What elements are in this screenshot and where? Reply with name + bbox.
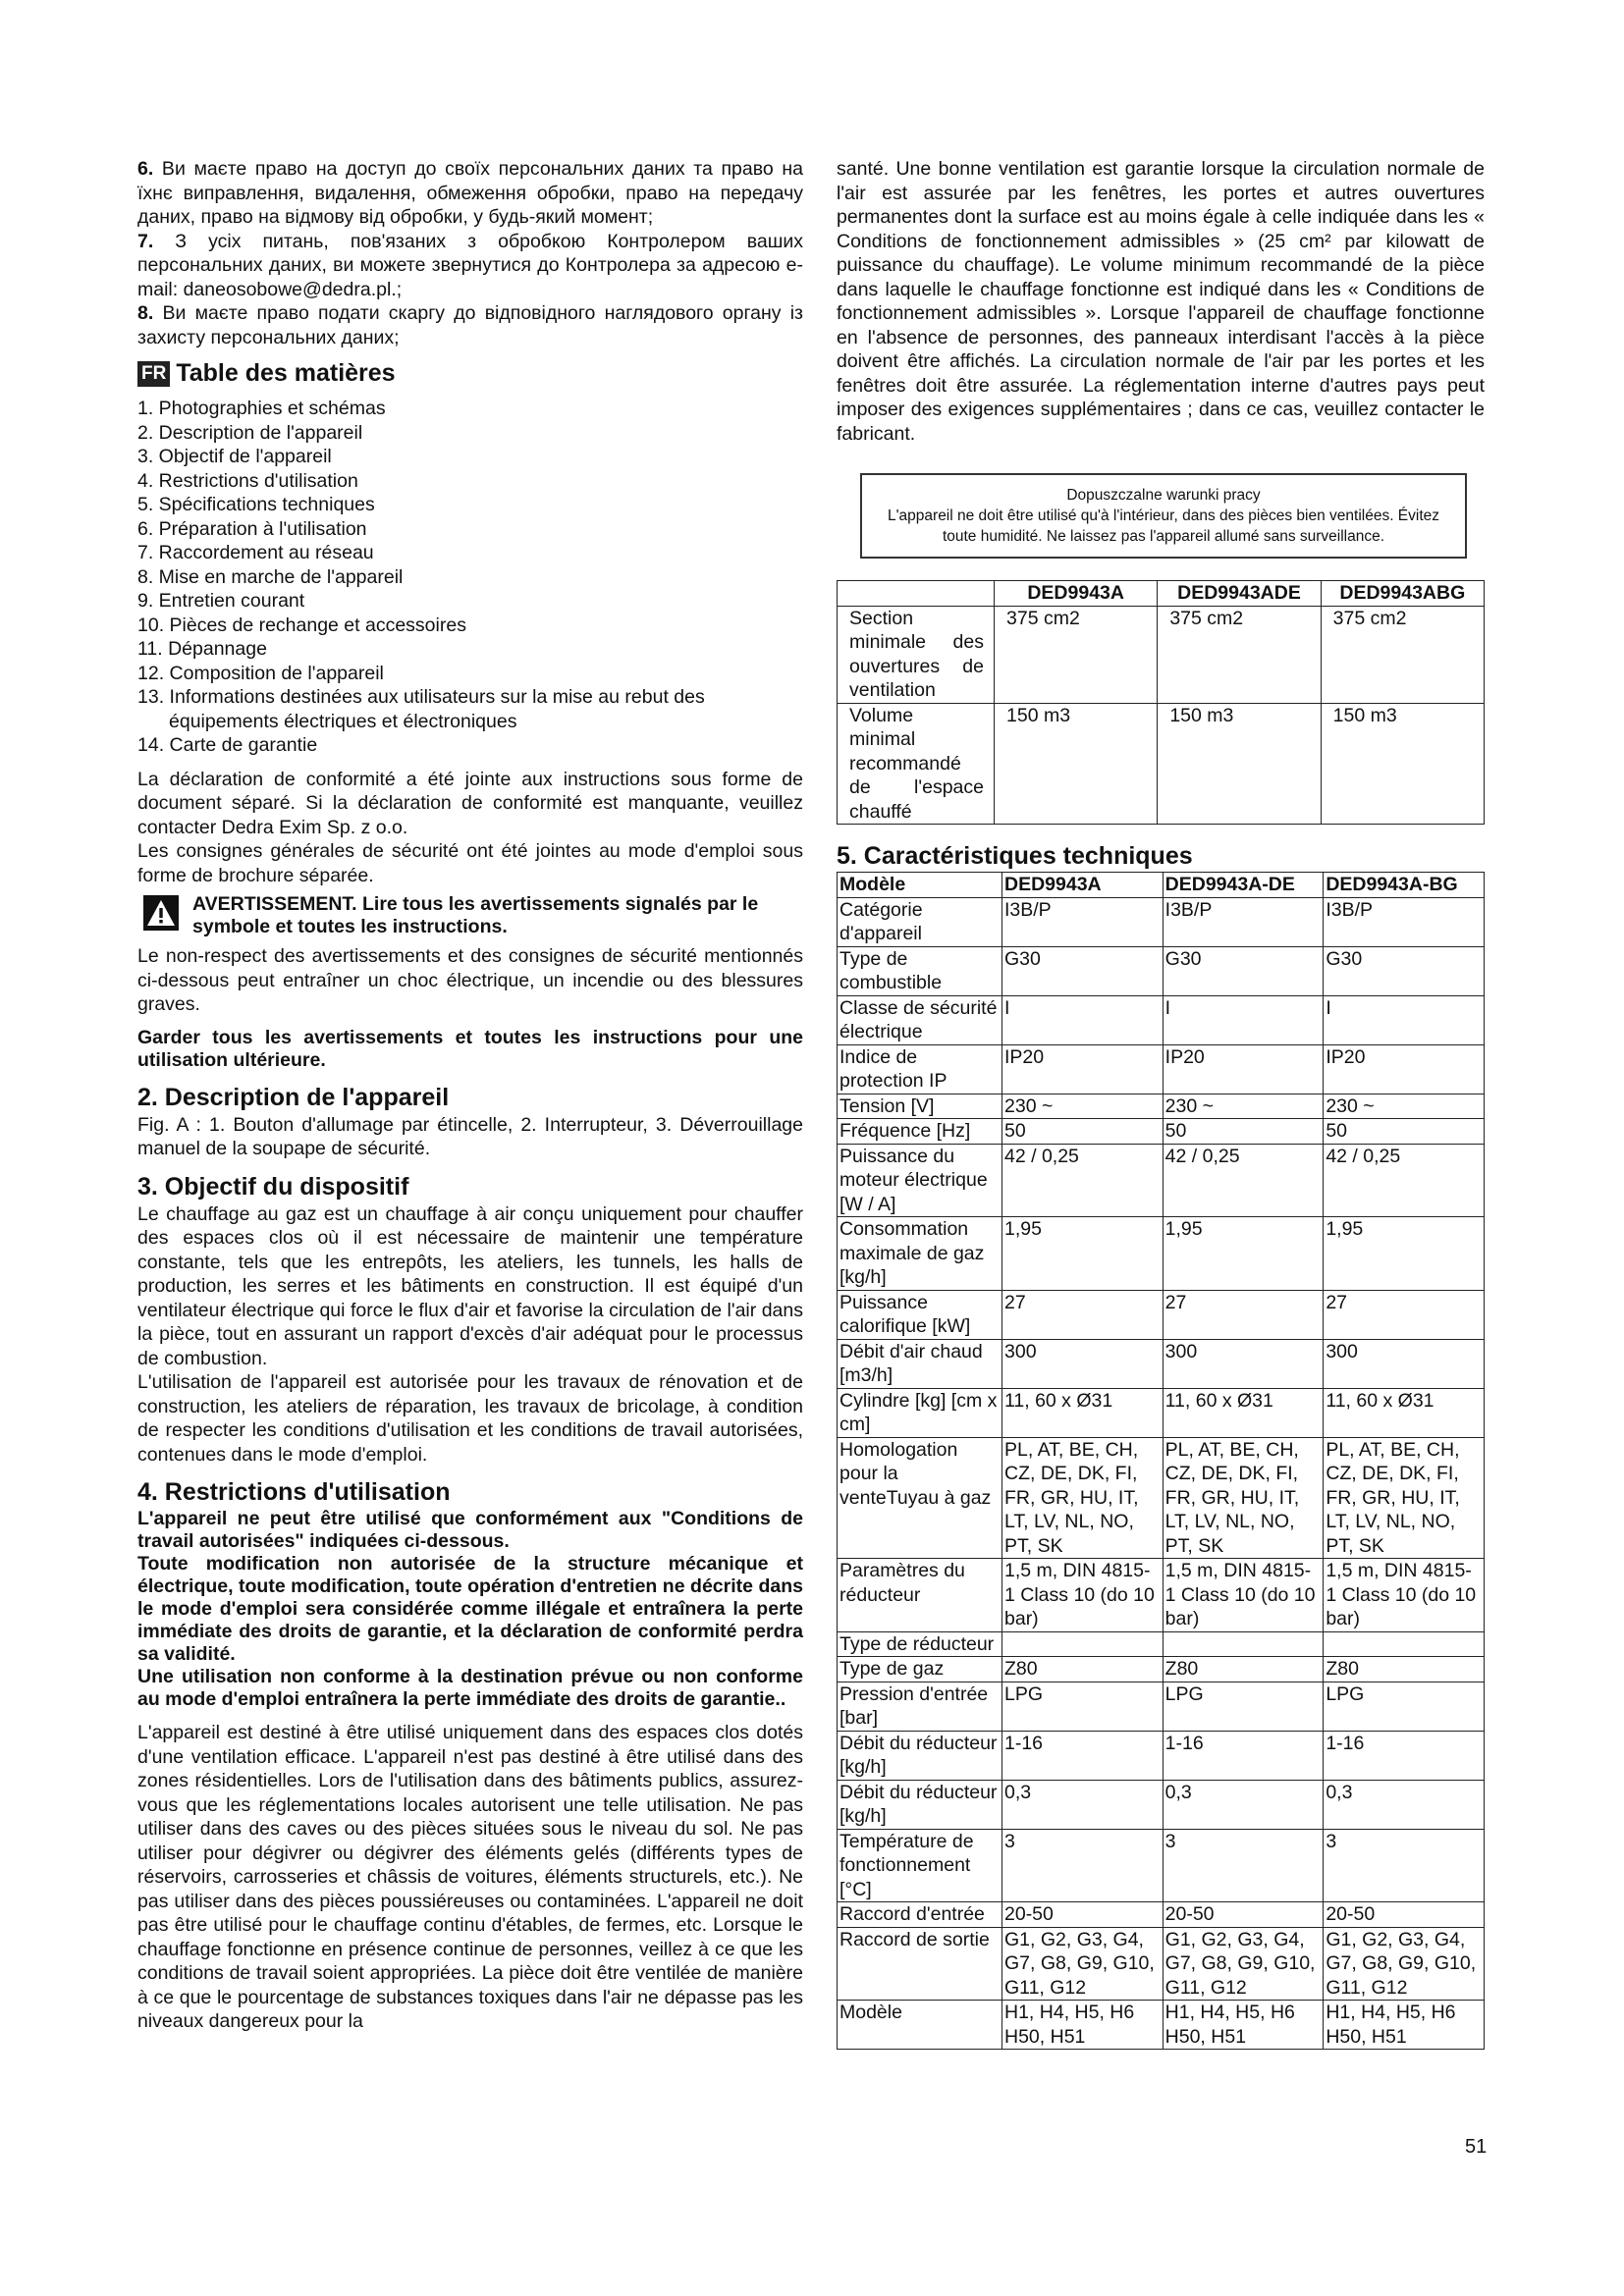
ua-paragraph-8 <box>137 301 803 349</box>
section-2-heading: 2. Description de l'appareil <box>137 1083 450 1111</box>
table-cell: 375 cm2 <box>995 606 1158 703</box>
table-cell: 1-16 <box>1324 1731 1485 1780</box>
section-3-paragraph-1: Le chauffage au gaz est un chauffage à air conçu uniquement pour chauffer des espaces clos où il est nécessaire de maintenir une température constante, tels que les entrepôts, les ateliers, les tunnels, les halls de production, les serres et les bâtiments en construction. Il est équipé d'un ventilateur électrique qui force le flux d'air et favorise la circulation de l'air dans la pièce, tout en assurant un rapport d'excès d'air adéquat pour le processus de combustion. <box>137 1202 803 1369</box>
ventilation-table <box>837 580 1485 825</box>
table-row <box>838 1144 1485 1217</box>
table-row <box>838 703 1485 825</box>
table-row <box>838 946 1485 995</box>
table-cell: Débit d'air chaud [m3/h] <box>838 1339 1002 1388</box>
table-cell: 1,5 m, DIN 4815-1 Class 10 (do 10 bar) <box>1324 1559 1485 1632</box>
table-row <box>838 1094 1485 1119</box>
table-cell: 11, 60 x Ø31 <box>1163 1388 1324 1437</box>
fr-flag-icon: FR <box>137 361 170 387</box>
column-header: DED9943A-DE <box>1163 873 1324 898</box>
table-cell: Puissance du moteur électrique [W / A] <box>838 1144 1002 1217</box>
table-row <box>838 1388 1485 1437</box>
table-cell: Fréquence [Hz] <box>838 1119 1002 1145</box>
table-cell: LPG <box>1163 1682 1324 1731</box>
table-row <box>838 1559 1485 1632</box>
table-cell: 3 <box>1324 1829 1485 1902</box>
tech-spec-table-header <box>838 873 1485 898</box>
warning-consequence-paragraph: Le non-respect des avertissements et des consignes de sécurité mentionnés ci-dessous peut entraîner un choc électrique, un incendie ou des blessures graves. <box>137 945 803 1015</box>
table-cell: Puissance calorifique [kW] <box>838 1290 1002 1339</box>
table-cell: 27 <box>1163 1290 1324 1339</box>
toc-item: 14. Carte de garantie <box>137 734 318 756</box>
table-cell: 50 <box>1324 1119 1485 1145</box>
right-column <box>837 157 1485 2050</box>
toc-heading <box>137 357 803 389</box>
ua-p7-number: 7. <box>137 230 154 252</box>
table-cell: I3B/P <box>1002 897 1164 946</box>
table-cell: 3 <box>1002 1829 1164 1902</box>
ua-p6-text: Ви маєте право на доступ до своїх персональних даних та право на їхнє виправлення, видалення, обмеження обробки, право на передачу даних, право на відмову від обробки, у будь-який момент; <box>137 158 803 228</box>
table-cell: Cylindre [kg] [cm x cm] <box>838 1388 1002 1437</box>
table-row <box>838 606 1485 703</box>
table-cell: Modèle <box>838 2001 1002 2050</box>
table-cell: Température de fonctionnement [°C] <box>838 1829 1002 1902</box>
column-header: DED9943A <box>995 581 1158 607</box>
table-cell: 300 <box>1324 1339 1485 1388</box>
table-row <box>838 1044 1485 1094</box>
table-cell: 150 m3 <box>1158 703 1321 825</box>
table-cell: 150 m3 <box>995 703 1158 825</box>
section-2-paragraph: Fig. A : 1. Bouton d'allumage par étincelle, 2. Interrupteur, 3. Déverrouillage manuel de la soupape de sécurité. <box>137 1113 803 1159</box>
safety-brochure-paragraph: Les consignes générales de sécurité ont été jointes au mode d'emploi sous forme de brochure séparée. <box>137 840 803 886</box>
table-cell: LPG <box>1324 1682 1485 1731</box>
table-cell: I <box>1324 995 1485 1044</box>
table-cell: 27 <box>1002 1290 1164 1339</box>
table-cell: IP20 <box>1324 1044 1485 1094</box>
ventilation-table-header <box>838 581 1485 607</box>
toc-item: 1. Photographies et schémas <box>137 398 386 419</box>
table-cell: 1,95 <box>1163 1217 1324 1291</box>
table-cell: Paramètres du réducteur <box>838 1559 1002 1632</box>
declaration-paragraph: La déclaration de conformité a été jointe aux instructions sous forme de document séparé. Si la déclaration de conformité est manquante, veuillez contacter Dedra Exim Sp. z o.o. <box>137 768 803 838</box>
table-cell: Volume minimal recommandé de l'espace chauffé <box>838 703 995 825</box>
section-3-heading: 3. Objectif du dispositif <box>137 1172 409 1201</box>
table-cell: 11, 60 x Ø31 <box>1002 1388 1164 1437</box>
section-4-bold-1: L'appareil ne peut être utilisé que conformément aux "Conditions de travail autorisées" indiquées ci-dessous. <box>137 1508 803 1552</box>
table-cell: Catégorie d'appareil <box>838 897 1002 946</box>
ua-p6-number: 6. <box>137 158 154 180</box>
table-cell: 20-50 <box>1002 1902 1164 1928</box>
toc-item: 12. Composition de l'appareil <box>137 662 384 684</box>
ua-p8-number: 8. <box>137 302 154 324</box>
toc-item: 6. Préparation à l'utilisation <box>137 517 367 540</box>
table-cell: 42 / 0,25 <box>1002 1144 1164 1217</box>
table-cell: G1, G2, G3, G4, G7, G8, G9, G10, G11, G12 <box>1324 1927 1485 2001</box>
table-cell: Consommation maximale de gaz [kg/h] <box>838 1217 1002 1291</box>
table-row <box>838 995 1485 1044</box>
table-cell: 42 / 0,25 <box>1324 1144 1485 1217</box>
table-row <box>838 1780 1485 1829</box>
section-4-bold-2: Toute modification non autorisée de la structure mécanique et électrique, toute modification, toute opération d'entretien ne décrite dans le mode d'emploi sera considérée comme illégale et entraînera la perte immédiate des droits de garantie, et la déclaration de conformité perdra sa validité. <box>137 1553 803 1665</box>
toc-item: 8. Mise en marche de l'appareil <box>137 565 404 588</box>
toc-item: 9. Entretien courant <box>137 590 305 612</box>
table-cell: Débit du réducteur [kg/h] <box>838 1731 1002 1780</box>
table-cell: 20-50 <box>1163 1902 1324 1928</box>
table-row <box>838 1682 1485 1731</box>
table-cell: 230 ~ <box>1163 1094 1324 1119</box>
table-cell: Tension [V] <box>838 1094 1002 1119</box>
table-cell: Indice de protection IP <box>838 1044 1002 1094</box>
toc-item: 13. Informations destinées aux utilisateurs sur la mise au rebut des équipements électriques et électroniques <box>137 686 705 732</box>
table-cell: 20-50 <box>1324 1902 1485 1928</box>
table-cell: Homologation pour la venteTuyau à gaz <box>838 1437 1002 1559</box>
section-4-bold-3: Une utilisation non conforme à la destination prévue ou non conforme au mode d'emploi entraînera la perte immédiate des droits de garantie.. <box>137 1666 803 1710</box>
table-cell: G1, G2, G3, G4, G7, G8, G9, G10, G11, G12 <box>1002 1927 1164 2001</box>
column-header: Modèle <box>838 873 1002 898</box>
keep-instructions-text: Garder tous les avertissements et toutes les instructions pour une utilisation ultérieure. <box>137 1026 803 1071</box>
ua-p8-text: Ви маєте право подати скаргу до відповідного наглядового органу із захисту персональних даних; <box>137 302 803 348</box>
table-cell: Raccord d'entrée <box>838 1902 1002 1928</box>
table-row <box>838 1657 1485 1682</box>
working-conditions-title: Dopuszczalne warunki pracy <box>1066 487 1261 504</box>
table-cell: G30 <box>1163 946 1324 995</box>
table-cell: 42 / 0,25 <box>1163 1144 1324 1217</box>
toc-item: 3. Objectif de l'appareil <box>137 446 332 467</box>
table-cell: Type de réducteur <box>838 1631 1002 1657</box>
table-row <box>838 1902 1485 1928</box>
column-header: DED9943A <box>1002 873 1164 898</box>
toc-item: 4. Restrictions d'utilisation <box>137 469 358 492</box>
table-cell: 1,95 <box>1324 1217 1485 1291</box>
table-cell: Type de combustible <box>838 946 1002 995</box>
table-cell: 300 <box>1002 1339 1164 1388</box>
table-cell: Raccord de sortie <box>838 1927 1002 2001</box>
table-cell: 150 m3 <box>1321 703 1484 825</box>
table-row <box>838 2001 1485 2050</box>
section-5-heading: 5. Caractéristiques techniques <box>837 842 1193 870</box>
toc-item: 10. Pièces de rechange et accessoires <box>137 614 466 636</box>
column-header: DED9943ABG <box>1321 581 1484 607</box>
table-cell: Z80 <box>1163 1657 1324 1682</box>
column-header <box>838 581 995 607</box>
table-cell: G30 <box>1324 946 1485 995</box>
table-cell: G1, G2, G3, G4, G7, G8, G9, G10, G11, G12 <box>1163 1927 1324 2001</box>
table-row <box>838 1829 1485 1902</box>
table-cell: 375 cm2 <box>1321 606 1484 703</box>
table-cell: 11, 60 x Ø31 <box>1324 1388 1485 1437</box>
section-3-paragraph-2: L'utilisation de l'appareil est autorisée pour les travaux de rénovation et de construction, les ateliers de réparation, les travaux de bricolage, à condition de respecter les conditions d'utilisation et les conditions de travail autorisées, contenues dans le mode d'emploi. <box>137 1371 803 1466</box>
table-cell: I3B/P <box>1163 897 1324 946</box>
table-cell: LPG <box>1002 1682 1164 1731</box>
ua-paragraph-7 <box>137 230 803 302</box>
table-cell: I <box>1002 995 1164 1044</box>
ua-paragraph-6 <box>137 157 803 230</box>
table-cell: 375 cm2 <box>1158 606 1321 703</box>
table-cell: 50 <box>1163 1119 1324 1145</box>
table-cell: IP20 <box>1163 1044 1324 1094</box>
table-cell: PL, AT, BE, CH, CZ, DE, DK, FI, FR, GR, HU, IT, LT, LV, NL, NO, PT, SK <box>1002 1437 1164 1559</box>
table-cell: Type de gaz <box>838 1657 1002 1682</box>
column-header: DED9943ADE <box>1158 581 1321 607</box>
toc-item: 5. Spécifications techniques <box>137 494 375 515</box>
working-conditions-text: L'appareil ne doit être utilisé qu'à l'intérieur, dans des pièces bien ventilées. Évitez toute humidité. Ne laissez pas l'appareil allumé sans surveillance. <box>887 507 1440 545</box>
table-cell: PL, AT, BE, CH, CZ, DE, DK, FI, FR, GR, HU, IT, LT, LV, NL, NO, PT, SK <box>1324 1437 1485 1559</box>
section-4-paragraph: L'appareil est destiné à être utilisé uniquement dans des espaces clos dotés d'une ventilation efficace. L'appareil n'est pas destiné à être utilisé dans des zones résidentielles. Lors de l'utilisation dans des bâtiments publics, assurez-vous que les réglementations locales autorisent une telle utilisation. Ne pas utiliser dans des caves ou des pièces situées sous le niveau du sol. Ne pas utiliser pour dégivrer ou dégivrer des éléments gelés (différents types de réservoirs, carrosseries et châssis de voitures, éléments structurels, etc.). Ne pas utiliser dans des pièces poussiéreuses ou contaminées. L'appareil ne doit pas être utilisé pour le chauffage continu d'étables, de fermes, etc. Lorsque le chauffage fonctionne en présence continue de personnes, veillez à ce que les conditions de travail soient appropriées. La pièce doit être ventilée de manière à ce que le pourcentage de substances toxiques dans l'air ne dépasse pas les niveaux dangereux pour la <box>137 1722 803 2032</box>
table-cell: 300 <box>1163 1339 1324 1388</box>
table-cell: 1-16 <box>1002 1731 1164 1780</box>
warning-block <box>137 893 803 938</box>
table-cell: 1-16 <box>1163 1731 1324 1780</box>
table-cell: 1,5 m, DIN 4815-1 Class 10 (do 10 bar) <box>1002 1559 1164 1632</box>
column-header: DED9943A-BG <box>1324 873 1485 898</box>
table-cell: H1, H4, H5, H6 H50, H51 <box>1163 2001 1324 2050</box>
table-cell: 1,95 <box>1002 1217 1164 1291</box>
ventilation-paragraph: santé. Une bonne ventilation est garantie lorsque la circulation normale de l'air est assurée par les fenêtres, les portes et autres ouvertures permanentes dont la surface est au moins égale à celle indiquée dans les « Conditions de fonctionnement admissibles » (25 cm² par kilowatt de puissance du chauffage). Le volume minimum recommandé de la pièce dans laquelle le chauffage fonctionne est indiqué dans les « Conditions de fonctionnement admissibles ». Lorsque l'appareil de chauffage fonctionne en l'absence de personnes, des panneaux interdisant l'accès à la pièce doivent être affichés. La circulation normale de l'air par les portes et les fenêtres doit être assurée. La réglementation interne d'autres pays peut imposer des exigences supplémentaires ; dans ce cas, veuillez contacter le fabricant. <box>837 158 1485 445</box>
table-cell: 230 ~ <box>1324 1094 1485 1119</box>
ua-p7-text: З усіх питань, пов'язаних з обробкою Контролером ваших персональних даних, ви можете звернутися до Контролера за адресою e-mail: daneosobowe@dedra.pl.; <box>137 230 803 300</box>
toc-list <box>137 397 803 758</box>
table-cell: Z80 <box>1324 1657 1485 1682</box>
table-cell: PL, AT, BE, CH, CZ, DE, DK, FI, FR, GR, HU, IT, LT, LV, NL, NO, PT, SK <box>1163 1437 1324 1559</box>
table-row <box>838 1631 1485 1657</box>
table-cell: I <box>1163 995 1324 1044</box>
working-conditions-box <box>860 473 1467 559</box>
toc-title: Table des matières <box>176 359 396 387</box>
table-cell: H1, H4, H5, H6 H50, H51 <box>1324 2001 1485 2050</box>
table-cell: 0,3 <box>1163 1780 1324 1829</box>
table-row <box>838 1290 1485 1339</box>
tech-spec-table <box>837 872 1485 2050</box>
left-column <box>137 157 803 2034</box>
table-row <box>838 1339 1485 1388</box>
table-cell: 50 <box>1002 1119 1164 1145</box>
table-cell <box>1163 1631 1324 1657</box>
table-row <box>838 1217 1485 1291</box>
table-row <box>838 897 1485 946</box>
table-cell: Classe de sécurité électrique <box>838 995 1002 1044</box>
table-cell: 27 <box>1324 1290 1485 1339</box>
table-row <box>838 1119 1485 1145</box>
page-number: 51 <box>1465 2136 1488 2158</box>
toc-item: 2. Description de l'appareil <box>137 421 363 444</box>
table-cell: 0,3 <box>1002 1780 1164 1829</box>
table-cell: Section minimale des ouvertures de ventilation <box>838 606 995 703</box>
table-cell: 3 <box>1163 1829 1324 1902</box>
table-cell: G30 <box>1002 946 1164 995</box>
table-cell <box>1324 1631 1485 1657</box>
section-4-heading: 4. Restrictions d'utilisation <box>137 1478 451 1506</box>
toc-item: 7. Raccordement au réseau <box>137 542 374 563</box>
table-cell: 1,5 m, DIN 4815-1 Class 10 (do 10 bar) <box>1163 1559 1324 1632</box>
table-cell: I3B/P <box>1324 897 1485 946</box>
table-cell: 0,3 <box>1324 1780 1485 1829</box>
table-row <box>838 1731 1485 1780</box>
table-row <box>838 1927 1485 2001</box>
table-cell: 230 ~ <box>1002 1094 1164 1119</box>
table-cell: Pression d'entrée [bar] <box>838 1682 1002 1731</box>
table-cell: IP20 <box>1002 1044 1164 1094</box>
table-row <box>838 1437 1485 1559</box>
toc-item: 11. Dépannage <box>137 638 267 660</box>
table-cell: H1, H4, H5, H6 H50, H51 <box>1002 2001 1164 2050</box>
table-cell: Z80 <box>1002 1657 1164 1682</box>
table-cell <box>1002 1631 1164 1657</box>
table-cell: Débit du réducteur [kg/h] <box>838 1780 1002 1829</box>
warning-text: AVERTISSEMENT. Lire tous les avertissements signalés par le symbole et toutes les instructions. <box>192 893 759 937</box>
warning-icon <box>143 895 179 931</box>
